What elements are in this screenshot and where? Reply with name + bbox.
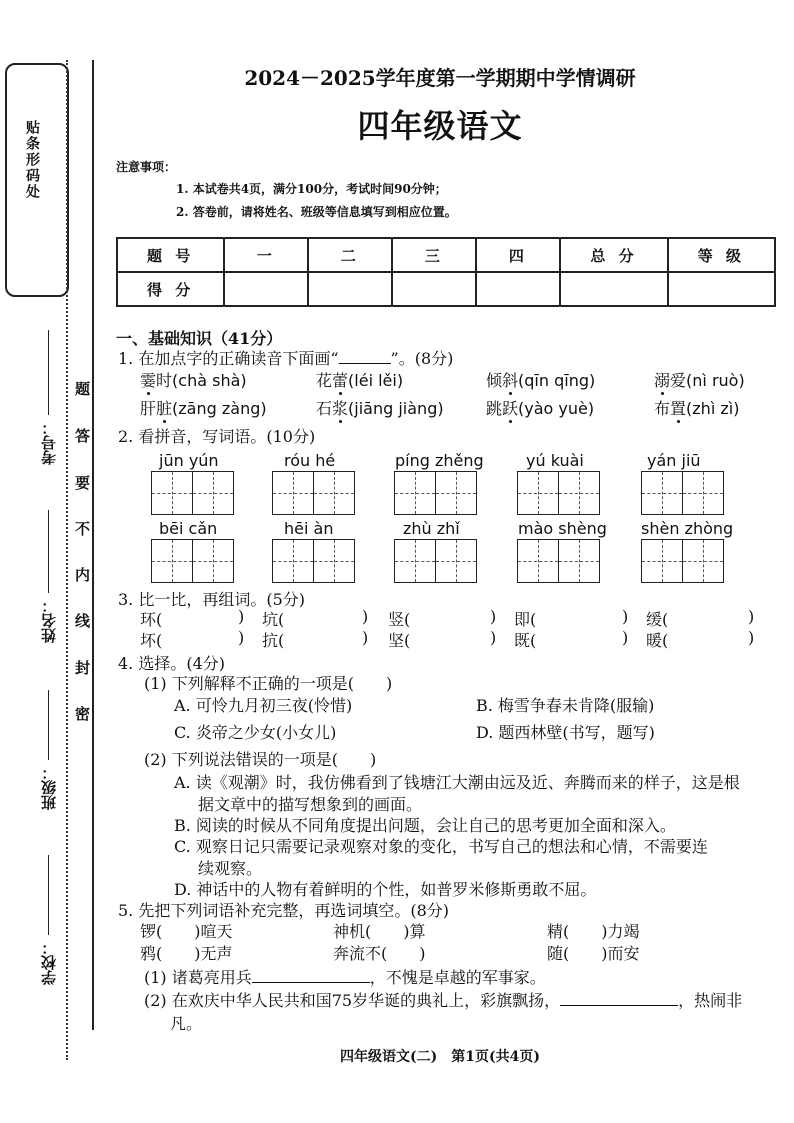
pinyin-label: yán jiū <box>647 451 701 470</box>
q3-close: ) <box>238 607 245 626</box>
q1-prompt: 1. 在加点字的正确读音下面画“ ”。(8分) <box>118 349 454 368</box>
q1-item: 布置(zhì zì) <box>654 399 740 418</box>
q3-prompt: 3. 比一比，再组词。(5分) <box>118 590 306 609</box>
exam-title: 2024－2025学年度第一学期期中学情调研 <box>244 66 636 90</box>
subject-title: 四年级语文 <box>357 107 523 145</box>
score-cell[interactable] <box>308 272 392 306</box>
q3-item: 即( <box>514 610 537 629</box>
q5-prompt: 5. 先把下列词语补充完整，再选词填空。(8分) <box>118 901 450 920</box>
writing-grid[interactable] <box>641 539 724 583</box>
writing-grid[interactable] <box>517 539 600 583</box>
q4-option: D. 题西林壁(书写，题写) <box>476 723 655 742</box>
name-label: 姓名： <box>40 598 58 643</box>
q3-item: 缓( <box>646 610 669 629</box>
q4-option: C. 观察日记只需要记录观察对象的变化，书写自己的想法和心情，不需要连 <box>174 837 708 856</box>
q3-close: ) <box>362 628 369 647</box>
pinyin-label: róu hé <box>284 451 336 470</box>
writing-grid[interactable] <box>272 539 355 583</box>
q4-option: C. 炎帝之少女(小女儿) <box>174 723 337 742</box>
q1-item: 石浆(jiāng jiàng) <box>316 399 444 418</box>
q3-close: ) <box>238 628 245 647</box>
seal-char: 密 <box>75 705 91 723</box>
seal-char: 线 <box>75 612 91 630</box>
q2-prompt: 2. 看拼音，写词语。(10分) <box>118 427 316 446</box>
q5-sentence-cont: 凡。 <box>170 1014 203 1033</box>
q3-item: 坏( <box>140 631 163 650</box>
writing-grid[interactable] <box>272 471 355 515</box>
q5-idiom: 奔流不( ) <box>333 944 426 963</box>
barcode-sticker-label: 贴条形码处 <box>24 120 40 200</box>
q3-item: 坚( <box>388 631 411 650</box>
seal-char: 封 <box>75 659 91 677</box>
pinyin-label: yú kuài <box>526 451 584 470</box>
q4-option: D. 神话中的人物有着鲜明的个性，如普罗米修斯勇敢不屈。 <box>174 880 597 899</box>
score-header-cell: 一 <box>224 238 308 272</box>
score-header-cell: 总 分 <box>560 238 667 272</box>
q3-item: 环( <box>140 610 163 629</box>
pinyin-label: shèn zhòng <box>641 519 734 538</box>
score-header-cell: 二 <box>308 238 392 272</box>
q5-sentence: (2) 在欢庆中华人民共和国75岁华诞的典礼上，彩旗飘扬， ，热闹非 <box>144 991 743 1010</box>
score-cell[interactable] <box>560 272 667 306</box>
seal-char: 内 <box>75 566 91 584</box>
seal-char: 题 <box>75 380 91 398</box>
score-cell[interactable] <box>224 272 308 306</box>
binding-dotted-line <box>66 60 68 1060</box>
q5-idiom: 神机( )算 <box>333 922 426 941</box>
writing-grid[interactable] <box>151 539 234 583</box>
pinyin-label: bēi cǎn <box>159 519 218 538</box>
writing-grid[interactable] <box>151 471 234 515</box>
score-header-cell: 四 <box>476 238 560 272</box>
score-cell[interactable] <box>476 272 560 306</box>
q5-sentence: (1) 诸葛亮用兵 ，不愧是卓越的军事家。 <box>144 968 546 987</box>
school-field[interactable] <box>48 855 49 935</box>
page-footer: 四年级语文(二) 第1页(共4页) <box>340 1049 540 1065</box>
q3-item: 暖( <box>646 631 669 650</box>
q3-item: 竖( <box>388 610 411 629</box>
pinyin-label: píng zhěng <box>395 451 484 470</box>
q5-idiom: 随( )而安 <box>547 944 640 963</box>
writing-grid[interactable] <box>394 471 477 515</box>
q3-close: ) <box>748 607 755 626</box>
section-heading: 一、基础知识（41分） <box>116 329 283 348</box>
writing-grid[interactable] <box>394 539 477 583</box>
school-label: 学校： <box>40 940 58 985</box>
binding-solid-line <box>92 60 94 1030</box>
q5-idiom: 鸦( )无声 <box>140 944 233 963</box>
seal-char: 不 <box>75 520 91 538</box>
q1-item: 溺爱(nì ruò) <box>654 371 745 390</box>
note-item: 2. 答卷前，请将姓名、班级等信息填写到相应位置。 <box>176 205 457 219</box>
q3-close: ) <box>622 628 629 647</box>
q3-item: 既( <box>514 631 537 650</box>
score-header-cell: 题 号 <box>117 238 224 272</box>
score-cell[interactable] <box>392 272 476 306</box>
q1-item: 霎时(chà shà) <box>140 371 247 390</box>
q3-item: 抗( <box>262 631 285 650</box>
q1-item: 跳跃(yào yuè) <box>486 399 595 418</box>
seal-char: 要 <box>75 474 91 492</box>
q4-option: B. 阅读的时候从不同角度提出问题，会让自己的思考更加全面和深入。 <box>174 816 676 835</box>
seal-char: 答 <box>75 427 91 445</box>
q1-item: 花蕾(léi lěi) <box>316 371 404 390</box>
pinyin-label: mào shèng <box>518 519 607 538</box>
q3-close: ) <box>490 607 497 626</box>
name-field[interactable] <box>48 510 49 593</box>
exam-no-field[interactable] <box>48 330 49 415</box>
writing-grid[interactable] <box>517 471 600 515</box>
class-label: 班级： <box>40 765 58 810</box>
q3-close: ) <box>622 607 629 626</box>
q4-part2: (2) 下列说法错误的一项是( ) <box>144 750 377 769</box>
pinyin-label: jūn yún <box>159 451 219 470</box>
q4-option: B. 梅雪争春未肯降(服输) <box>476 696 655 715</box>
q3-close: ) <box>362 607 369 626</box>
q3-close: ) <box>748 628 755 647</box>
q4-option-cont: 续观察。 <box>198 859 263 878</box>
q4-prompt: 4. 选择。(4分) <box>118 654 226 673</box>
q4-option-cont: 据文章中的描写想象到的画面。 <box>198 795 423 814</box>
q3-item: 坑( <box>262 610 285 629</box>
q1-item: 倾斜(qīn qīng) <box>486 371 596 390</box>
score-header-cell: 三 <box>392 238 476 272</box>
exam-no-label: 考号： <box>40 420 58 465</box>
class-field[interactable] <box>48 690 49 760</box>
q5-idiom: 精( )力竭 <box>547 922 640 941</box>
q4-part1: (1) 下列解释不正确的一项是( ) <box>144 674 393 693</box>
pinyin-label: zhù zhǐ <box>403 519 460 538</box>
note-item: 1. 本试卷共4页，满分100分，考试时间90分钟； <box>176 182 447 196</box>
q4-option: A. 读《观潮》时，我仿佛看到了钱塘江大潮由远及近、奔腾而来的样子，这是根 <box>174 773 740 792</box>
q3-close: ) <box>490 628 497 647</box>
notes-heading: 注意事项： <box>116 160 177 174</box>
score-header-cell: 等 级 <box>668 238 775 272</box>
writing-grid[interactable] <box>641 471 724 515</box>
score-table <box>116 237 776 307</box>
q4-option: A. 可怜九月初三夜(怜惜) <box>174 696 353 715</box>
pinyin-label: hēi àn <box>284 519 334 538</box>
score-cell[interactable] <box>668 272 775 306</box>
q5-idiom: 锣( )喧天 <box>140 922 233 941</box>
q1-item: 肝脏(zāng zàng) <box>140 399 267 418</box>
score-row-label: 得 分 <box>117 272 224 306</box>
